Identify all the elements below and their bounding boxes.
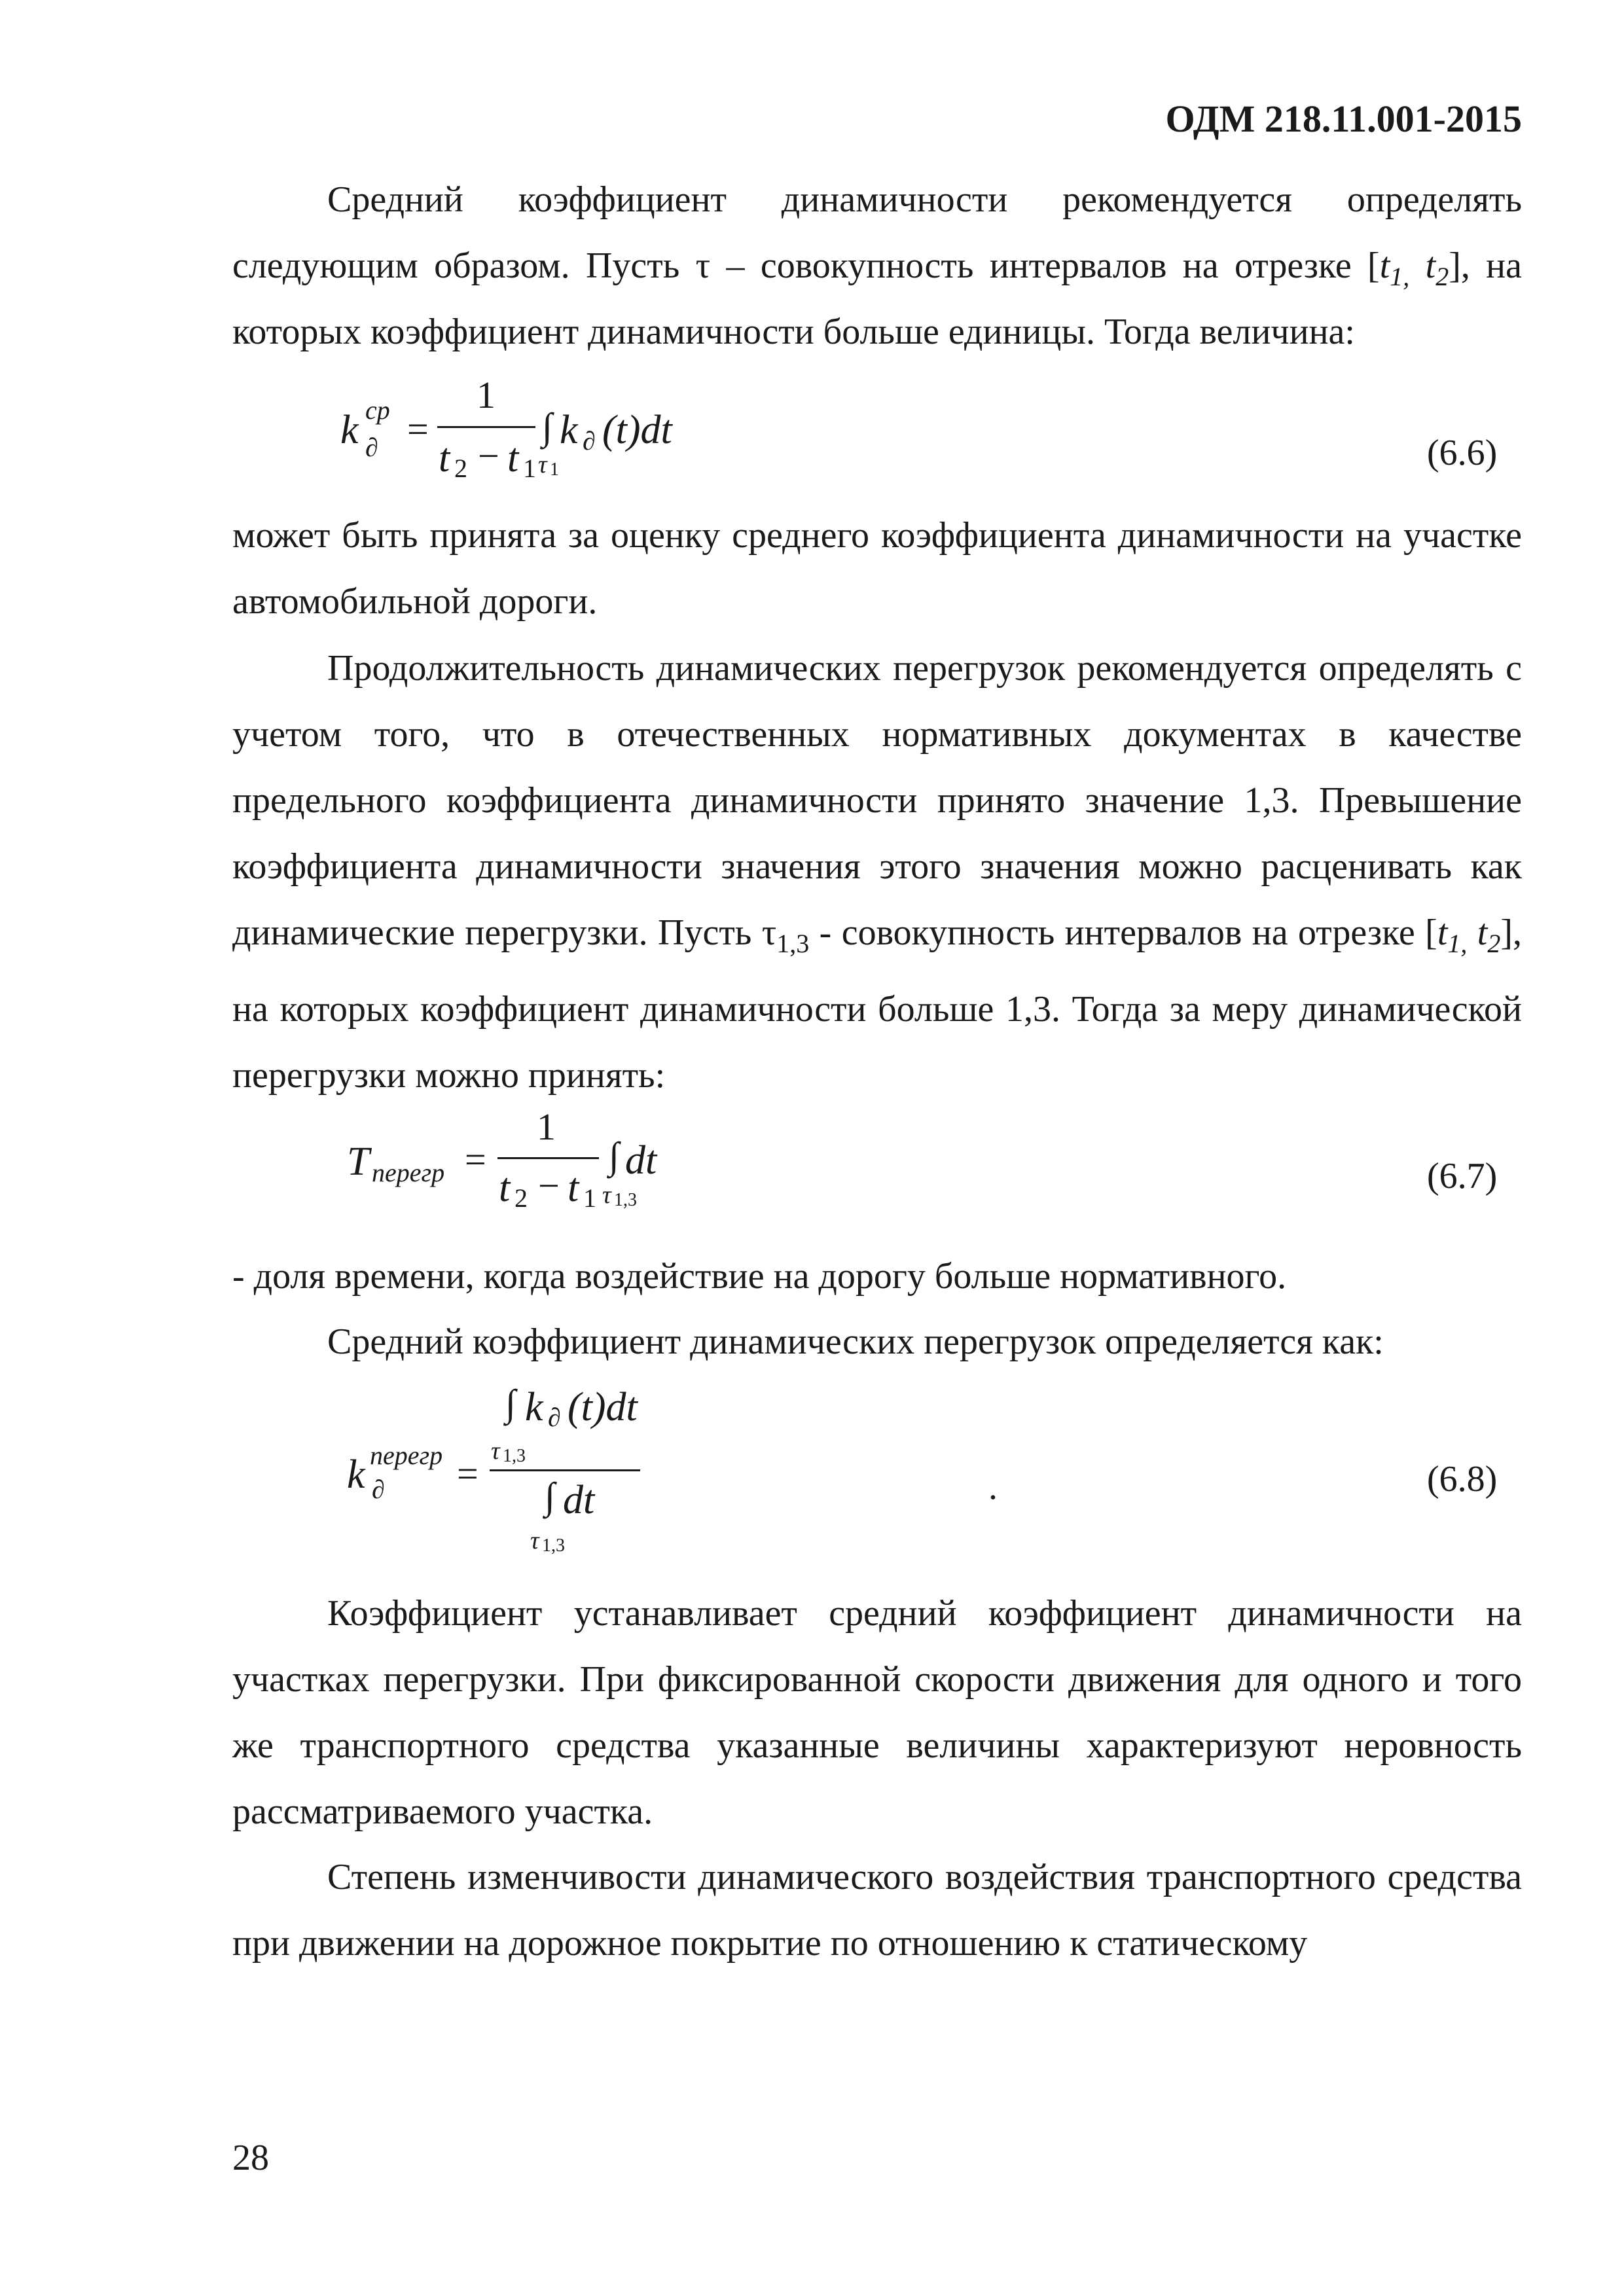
paragraph-text: Средний коэффициент динамичности рекомендуется определять xyxy=(327,179,1522,220)
variable-t1: t xyxy=(1437,912,1448,953)
integral-lower-limit-subscript: 1,3 xyxy=(542,1535,565,1556)
paragraph-1-line-2 xyxy=(232,233,1522,310)
document-code: ОДМ 218.11.001-2015 xyxy=(1165,98,1522,140)
fraction-bar xyxy=(490,1469,640,1471)
formula-symbol: T xyxy=(347,1139,370,1184)
paragraph-3 xyxy=(232,636,1522,1109)
formula-symbol: k xyxy=(560,408,578,452)
paragraph-text: - доля времени, когда воздействие на дорогу больше нормативного. xyxy=(232,1256,1287,1297)
equals-sign: = xyxy=(465,1138,486,1181)
paragraph-1-line-3 xyxy=(232,299,1522,365)
paragraph-text: которых коэффициент динамичности больше единицы. Тогда величина: xyxy=(232,312,1355,352)
paragraph-text: - совокупность интервалов на отрезке [ xyxy=(809,912,1437,953)
formula-subscript: 2 xyxy=(514,1183,528,1213)
subscript: 2 xyxy=(1487,929,1501,959)
formula-6-8 xyxy=(334,1374,1381,1571)
formula-symbol: k xyxy=(347,1452,365,1497)
paragraph-6 xyxy=(232,1581,1522,1845)
equation-number-6-7: (6.7) xyxy=(1427,1156,1498,1196)
equals-sign: = xyxy=(457,1452,478,1495)
formula-symbol: k xyxy=(340,408,359,452)
page-number: 28 xyxy=(232,2138,269,2178)
paragraph-text: ], на которых коэффициент динамичности больше 1,3. Тогда за меру динамической перегрузки можно принять: xyxy=(232,912,1523,1096)
formula-symbol: t xyxy=(499,1166,511,1210)
integral-lower-limit: τ xyxy=(530,1527,539,1554)
integral-lower-limit: τ xyxy=(538,451,547,478)
formula-superscript: перегр xyxy=(370,1441,443,1470)
paragraph-text: может быть принята за оценку среднего коэффициента динамичности на участке автомобильной дороги. xyxy=(232,515,1522,622)
paragraph-4 xyxy=(232,1244,1522,1310)
integral-lower-limit-subscript: 1,3 xyxy=(503,1446,526,1466)
paragraph-5 xyxy=(232,1309,1522,1375)
equals-sign: = xyxy=(407,408,429,450)
subscript: 2 xyxy=(1435,262,1449,292)
minus-sign: − xyxy=(538,1164,560,1207)
formula-subscript: ∂ xyxy=(372,1475,385,1504)
integral-lower-limit-subscript: 1 xyxy=(550,459,559,480)
formula-integrand: dt xyxy=(625,1138,657,1183)
paragraph-text: Степень изменчивости динамического воздействия транспортного средства при движении на дорожное покрытие по отношению к статическому xyxy=(232,1857,1522,1964)
formula-subscript: ∂ xyxy=(365,433,378,462)
formula-6-7 xyxy=(334,1100,988,1230)
integral-lower-limit: τ xyxy=(491,1437,500,1465)
equation-number-6-8: (6.8) xyxy=(1427,1459,1498,1499)
paragraph-1-line-1 xyxy=(232,167,1522,233)
formula-terminator: . xyxy=(988,1467,998,1507)
fraction-bar xyxy=(437,426,535,428)
subscript: 1, xyxy=(1390,262,1410,292)
formula-subscript: 2 xyxy=(454,454,467,483)
formula-symbol: t xyxy=(568,1166,579,1210)
fraction-bar xyxy=(497,1157,599,1159)
formula-subscript: перегр xyxy=(372,1158,445,1187)
equation-number-6-6: (6.6) xyxy=(1427,433,1498,473)
integral-lower-limit-subscript: 1,3 xyxy=(614,1190,637,1210)
paragraph-2 xyxy=(232,503,1522,635)
paragraph-text: Коэффициент устанавливает средний коэффициент динамичности на участках перегрузки. При фиксированной скорости движения для одного и того же транспортного средства указанные величины характеризуют неровность рассматриваемого участка. xyxy=(232,1593,1522,1832)
formula-symbol: t xyxy=(439,436,450,480)
formula-symbol: k xyxy=(525,1385,543,1429)
formula-superscript: cp xyxy=(365,395,390,425)
subscript: 1, xyxy=(1447,929,1468,959)
paragraph-7 xyxy=(232,1844,1522,1977)
minus-sign: − xyxy=(478,435,499,477)
variable-t2: t xyxy=(1477,912,1488,953)
paragraph-text: Средний коэффициент динамических перегрузок определяется как: xyxy=(327,1321,1384,1362)
formula-integrand: dt xyxy=(563,1478,595,1522)
formula-subscript: ∂ xyxy=(548,1403,561,1432)
variable-t1: t xyxy=(1379,245,1390,286)
formula-6-6 xyxy=(334,367,988,497)
formula-integrand: (t)dt xyxy=(568,1385,638,1429)
integral-lower-limit: τ xyxy=(602,1181,611,1209)
integral-sign: ∫ xyxy=(609,1134,619,1177)
variable-t2: t xyxy=(1425,245,1436,286)
fraction-numerator: 1 xyxy=(537,1105,556,1148)
integral-sign: ∫ xyxy=(545,1475,555,1517)
integral-sign: ∫ xyxy=(542,405,552,448)
paragraph-text: ], на xyxy=(1449,245,1523,286)
integral-sign: ∫ xyxy=(505,1382,516,1424)
subscript: 1,3 xyxy=(776,929,810,959)
formula-subscript: 1 xyxy=(523,454,536,483)
formula-symbol: t xyxy=(507,436,519,480)
formula-subscript: ∂ xyxy=(583,426,596,456)
formula-integrand: (t)dt xyxy=(602,408,672,452)
formula-subscript: 1 xyxy=(583,1183,596,1213)
paragraph-text: Продолжительность динамических перегрузок рекомендуется определять с учетом того, что в отечественных нормативных документах в качестве предельного коэффициента динамичности принято значение 1,3. Превышение коэффициента динамичности значения этого значения можно расценивать как динамические перегрузки. Пусть τ xyxy=(232,648,1522,953)
paragraph-text: следующим образом. Пусть τ – совокупность интервалов на отрезке [ xyxy=(232,245,1380,286)
fraction-numerator: 1 xyxy=(477,374,496,416)
